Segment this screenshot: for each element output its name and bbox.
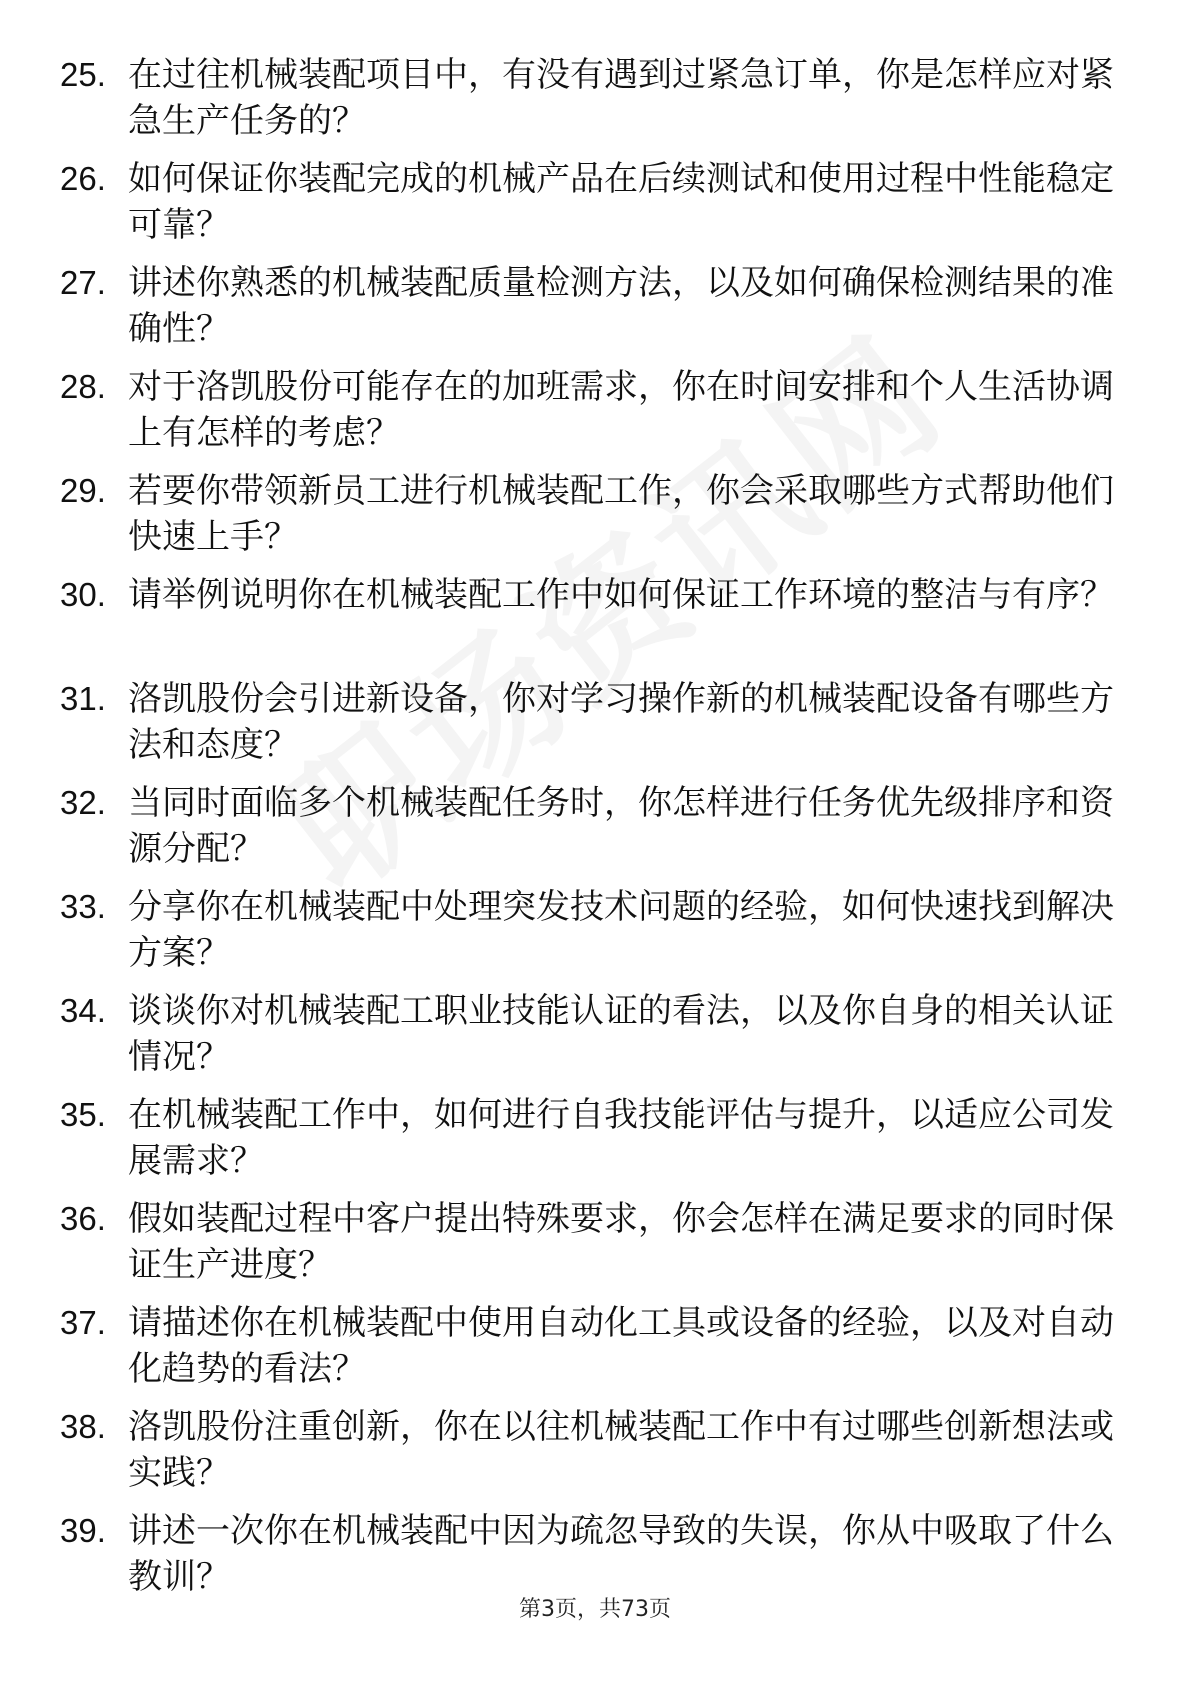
question-number: 31. <box>60 680 106 717</box>
page-footer: 第3页，共73页 <box>519 1597 671 1622</box>
question-text: 若要你带领新员工进行机械装配工作，你会采取哪些方式帮助他们快速上手？ <box>128 471 1114 557</box>
question-number: 28. <box>60 368 106 405</box>
question-number: 27. <box>60 264 106 301</box>
question-item <box>60 676 1120 780</box>
question-item <box>60 572 1120 676</box>
question-text: 对于洛凯股份可能存在的加班需求，你在时间安排和个人生活协调上有怎样的考虑？ <box>128 367 1114 453</box>
question-item <box>60 260 1120 364</box>
question-text: 洛凯股份注重创新，你在以往机械装配工作中有过哪些创新想法或实践？ <box>128 1407 1114 1493</box>
question-text: 谈谈你对机械装配工职业技能认证的看法，以及你自身的相关认证情况？ <box>128 991 1114 1077</box>
question-item <box>60 1092 1120 1196</box>
question-text: 在过往机械装配项目中，有没有遇到过紧急订单，你是怎样应对紧急生产任务的？ <box>128 55 1114 141</box>
question-item <box>60 1300 1120 1404</box>
question-item <box>60 156 1120 260</box>
question-number: 35. <box>60 1096 106 1133</box>
question-text: 讲述一次你在机械装配中因为疏忽导致的失误，你从中吸取了什么教训？ <box>128 1511 1114 1597</box>
question-number: 32. <box>60 784 106 821</box>
question-item <box>60 884 1120 988</box>
question-number: 34. <box>60 992 106 1029</box>
question-text: 如何保证你装配完成的机械产品在后续测试和使用过程中性能稳定可靠？ <box>128 159 1114 245</box>
question-text: 讲述你熟悉的机械装配质量检测方法，以及如何确保检测结果的准确性？ <box>128 263 1114 349</box>
question-text: 请举例说明你在机械装配工作中如何保证工作环境的整洁与有序？ <box>128 575 1114 615</box>
question-text: 洛凯股份会引进新设备，你对学习操作新的机械装配设备有哪些方法和态度？ <box>128 679 1114 765</box>
question-number: 25. <box>60 56 106 93</box>
question-number: 26. <box>60 160 106 197</box>
question-item <box>60 364 1120 468</box>
question-item <box>60 780 1120 884</box>
question-item <box>60 988 1120 1092</box>
question-number: 29. <box>60 472 106 509</box>
question-number: 33. <box>60 888 106 925</box>
question-item <box>60 52 1120 156</box>
question-item <box>60 468 1120 572</box>
question-text: 当同时面临多个机械装配任务时，你怎样进行任务优先级排序和资源分配？ <box>128 783 1114 869</box>
question-item <box>60 1196 1120 1300</box>
question-text: 请描述你在机械装配中使用自动化工具或设备的经验，以及对自动化趋势的看法？ <box>128 1303 1114 1389</box>
question-list <box>60 52 1120 1612</box>
question-number: 38. <box>60 1408 106 1445</box>
question-number: 37. <box>60 1304 106 1341</box>
question-text: 分享你在机械装配中处理突发技术问题的经验，如何快速找到解决方案？ <box>128 887 1114 973</box>
question-number: 39. <box>60 1512 106 1549</box>
question-number: 30. <box>60 576 106 613</box>
question-number: 36. <box>60 1200 106 1237</box>
question-text: 在机械装配工作中，如何进行自我技能评估与提升，以适应公司发展需求？ <box>128 1095 1114 1181</box>
question-text: 假如装配过程中客户提出特殊要求，你会怎样在满足要求的同时保证生产进度？ <box>128 1199 1114 1285</box>
question-item <box>60 1404 1120 1508</box>
